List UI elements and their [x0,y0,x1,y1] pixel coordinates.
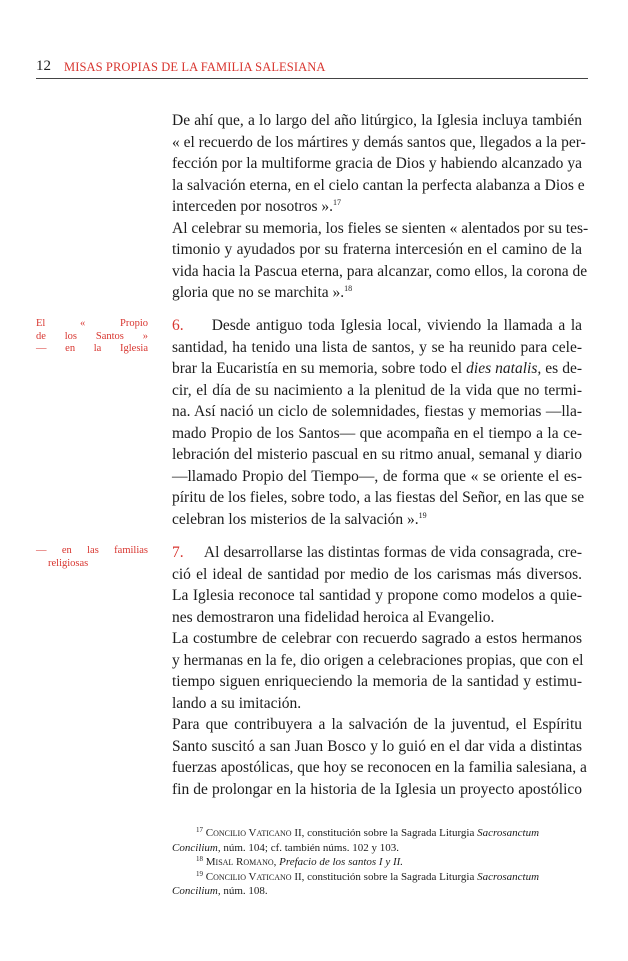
text-line: ció el ideal de santidad por medio de los carismas más diversos. [172,565,582,583]
text-line: Para que contribuyera a la salvación de la juventud, el Espíritu [172,716,582,733]
italic-term: dies natalis, [466,360,542,377]
running-header [36,56,588,79]
text-line: tiempo siguen enriqueciendo la memoria de la santidad y estimu- [172,673,582,690]
footnote-continuation: Concilium, núm. 108. [172,885,268,897]
text-line: La costumbre de celebrar con recuerdo sagrado a estos hermanos [172,630,582,647]
text-line: 7. Al desarrollarse las distintas formas de vida consagrada, cre- [172,544,582,561]
text-line: fuerzas apostólicas, que hoy se reconocen en la familia salesiana, a [172,759,587,776]
text-line: gloria que no se marchita ».$^{18}$ [172,284,353,301]
text-line: cir, el día de su nacimiento a la plenitud de la vida que no termi- [172,381,582,399]
margin-note-line: de los Santos » [36,330,148,342]
text-line: fección por la multiforme gracia de Dios y habiendo alcanzado ya [172,155,582,172]
text-line: interceden por nosotros ».$^{17}$ [172,198,341,215]
text-line: lebración del misterio pascual en su ritmo anual, semanal y diario [172,446,582,463]
footnotes [172,826,582,899]
text-line: La Iglesia reconoce tal santidad y propone como modelos a quie- [172,587,582,604]
text-line: na. Así nació un ciclo de solemnidades, fiestas y memorias —lla- [172,403,582,420]
text-line: « el recuerdo de los mártires y demás santos que, llegados a la per- [172,133,586,151]
text-line: y hermanas en la fe, dio origen a celebraciones propias, que con el [172,651,584,669]
page-number: 12 [36,58,51,74]
margin-note-line: religiosas [48,557,89,569]
text-line: fin de prolongar en la historia de la Iglesia un proyecto apostólico [172,780,582,798]
section-7 [172,542,587,800]
text-line: —llamado Propio del Tiempo—, de forma que « se oriente el es- [172,467,582,485]
text-line: píritu de los fieles, sobre todo, a las fiestas del Señor, en las que se [172,489,585,506]
footnote-ref: 17 [333,198,341,207]
section-number: 6. [172,317,184,334]
section-6 [172,315,585,530]
footnote-ref: 19 [418,510,427,520]
margin-note-line: — en la Iglesia [36,343,148,354]
text-line: 6. Desde antiguo toda Iglesia local, viviendo la llamada a la [172,317,583,334]
running-title: MISAS PROPIAS DE LA FAMILIA SALESIANA [64,60,326,74]
text-line: brar la Eucaristía en su memoria, sobre todo el dies natalis, es de- [172,360,583,377]
text-line: lando a su imitación. [172,694,302,712]
text-line: Santo suscitó a san Juan Bosco y lo guió en el dar vida a distintas [172,737,582,755]
margin-note-line: El « Propio [36,318,148,329]
footnote-continuation: Concilium, núm. 104; cf. también núms. 102 y 103. [172,841,400,854]
text-line: Al celebrar su memoria, los fieles se sienten « alentados por su tes- [172,219,589,237]
text-line: vida hacia la Pascua eterna, para alcanzar, como ellos, la corona de [172,262,588,280]
footnote: $^{18}$ Misal Romano, Prefacio de los santos I y II. [196,855,404,868]
text-line: De ahí que, a lo largo del año litúrgico, la Iglesia incluya también [172,112,582,129]
footnote: $^{19}$ Concilio Vaticano II, constitución sobre la Sagrada Liturgia Sacrosanctum [196,869,540,883]
margin-note-line: — en las familias [36,545,148,556]
section-number: 7. [172,544,184,561]
footnote: $^{17}$ Concilio Vaticano II, constitución sobre la Sagrada Liturgia Sacrosanctum [196,826,540,839]
intro-text [172,110,589,304]
margin-note-propio-santos [36,318,148,356]
text-line: timonio y ayudados por su fraterna intercesión en el camino de la [172,241,582,258]
text-line: santidad, ha tenido una lista de santos, y se ha reunido para cele- [172,338,582,356]
margin-note-familias [36,545,148,570]
text-line: la salvación eterna, en el cielo cantan la perfecta alabanza a Dios e [172,176,585,194]
footnote-ref: 18 [344,284,353,293]
text-line: nes demostraron una fidelidad heroica al Evangelio. [172,608,495,626]
text-line: celebran los misterios de la salvación ».$^{19}$ [172,510,427,528]
text-line: mado Propio de los Santos— que acompaña en el tiempo a la ce- [172,424,582,442]
